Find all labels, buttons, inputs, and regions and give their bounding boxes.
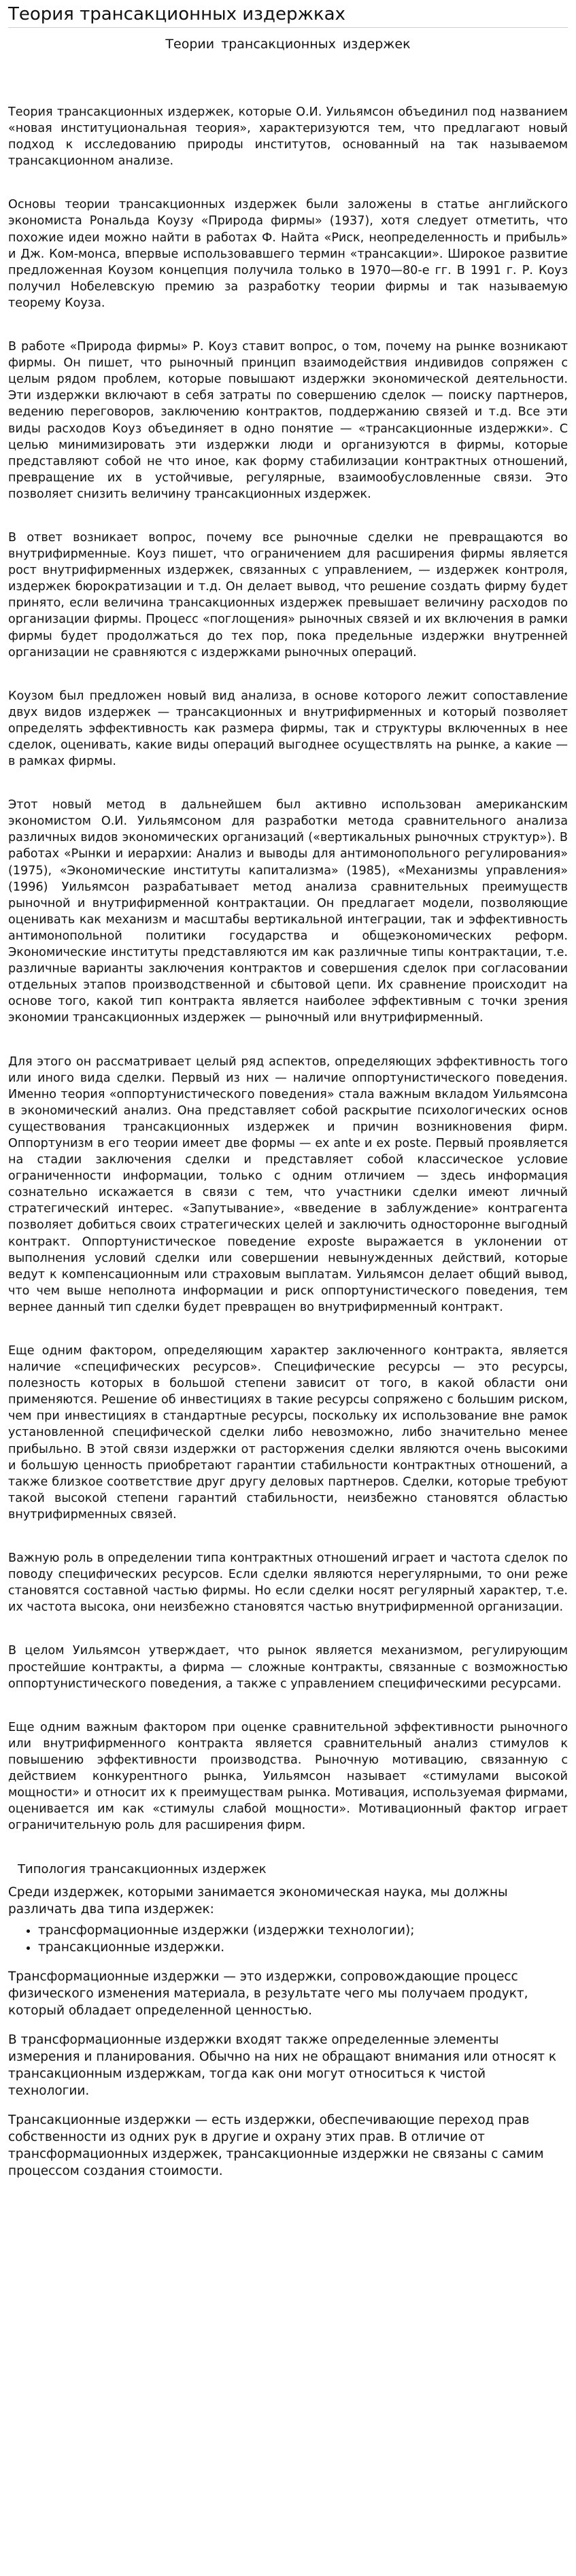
article-body [8, 104, 568, 1834]
page-title: Теория трансакционных издержках [8, 4, 568, 28]
typology-paragraph: Трансформационные издержки — это издержки, сопровождающие процесс физического изменения материала, в результате чего мы получаем продукт, который обладает определенной ценностью. [8, 1970, 528, 2019]
paragraph: В ответ возникает вопрос, почему все рыночные сделки не превращаются во внутрифирменные. Коуз пишет, что ограничением для расширения фирмы является рост внутрифирменных издержек, связанных с управлением, — издержек контроля, издержек бюрократизации и т.д. Он делает вывод, что решение создать фирму будет принято, если величина трансакционных издержек превышает величину расходов по организации фирмы. Процесс «поглощения» рыночных связей и их включения в рамки фирмы будет продолжаться до тех пор, пока предельные издержки внутренней организации не сравняются с издержками рыночных операций. [8, 530, 568, 659]
paragraph: В целом Уильямсон утверждает, что рынок является механизмом, регулирующим простейшие контракты, а фирма — сложные контракты, связанные с возможностью оппортунистического поведения, а также с управлением специфическими ресурсами. [8, 1644, 568, 1691]
paragraph: Для этого он рассматривает целый ряд аспектов, определяющих эффективность того или иного вида сделки. Первый из них — наличие оппортунистического поведения. Именно теория «оппортунистического поведения» стала важным вкладом Уильямсона в экономический анализ. Она представляет собой раскрытие психологических основ существования трансакционных издержек и причин возникновения фирм. Оппортунизм в его теории имеет две формы — ex ante и ex poste. Первый проявляется на стадии заключения сделки и представляет собой классическое условие ограниченности информации, только с одним отличием — здесь информация сознательно искажается в связи с тем, что участники сделки имеют личный стратегический интерес. «Запутывание», «введение в заблуждение» контрагента позволяет добиться своих стратегических целей и заключить односторонне выгодный контракт. Оппортунистическое поведение exposte выражается в уклонении от выполнения условий сделки или совершении невынужденных действий, которые ведут к компенсационным или страховым выплатам. Уильямсон делает общий вывод, что чем выше неполнота информации и риск оппортунистического поведения, тем вернее данный тип сделки будет превращен во внутрифирменный контракт. [8, 1054, 568, 1314]
list-item: • трансакционные издержки. [38, 1939, 568, 1956]
paragraph: Этот новый метод в дальнейшем был активно использован американским экономистом О.И. Уильямсоном для разработки метода сравнительного анализа различных видов экономических организаций («вертикальных рыночных структур»). В работах «Рынки и иерархии: Анализ и выводы для антимонопольного регулирования» (1975), «Экономические институты капитализма» (1985), «Механизмы управления» (1996) Уильямсон разрабатывает метод анализа сравнительных преимуществ рыночной и внутрифирменной контрактации. Он предлагает модели, позволяющие оценивать как механизм и масштабы вертикальной интеграции, так и эффективность антимонопольной политики государства и общеэкономических реформ. Экономические институты представляются им как различные типы контрактации, т.е. различные варианты заключения контрактов и совершения сделок при согласовании отдельных этапов производственной и сбытовой цепи. Их сравнение происходит на основе того, какой тип контракта является наиболее эффективным с точки зрения экономии трансакционных издержек — рыночный или внутрифирменный. [8, 798, 568, 1025]
paragraph: Важную роль в определении типа контрактных отношений играет и частота сделок по поводу специфических ресурсов. Если сделки являются нерегулярными, то они реже становятся составной частью фирмы. Но если сделки носят регулярный характер, т.е. их частота высока, они неизбежно становятся частью внутрифирменной организации. [8, 1551, 568, 1615]
typology-intro: Среди издержек, которыми занимается экономическая наука, мы должны различать два типа издержек: [8, 1885, 508, 1917]
list-item: • трансформационные издержки (издержки технологии); [38, 1922, 568, 1939]
cost-types-list [8, 1922, 568, 1956]
page-subtitle: Теории трансакционных издержек [165, 37, 411, 52]
paragraph: Еще одним фактором, определяющим характер заключенного контракта, является наличие «специфических ресурсов». Специфические ресурсы — это ресурсы, полезность которых в большой степени зависит от того, в какой области они применяются. Решение об инвестициях в такие ресурсы сопряжено с большим риском, чем при инвестициях в стандартные ресурсы, поскольку их использование вне рамок установленной специфической сделки либо невозможно, либо значительно менее прибыльно. В этой связи издержки от расторжения сделки являются очень высокими и большую ценность приобретают гарантии стабильности контрактных отношений, а также близкое соответствие друг другу деловых партнеров. Сделки, которые требуют такой высокой степени гарантий стабильности, неизбежно становятся областью внутрифирменных связей. [8, 1344, 568, 1522]
paragraph: В работе «Природа фирмы» Р. Коуз ставит вопрос, о том, почему на рынке возникают фирмы. Он пишет, что рыночный принцип взаимодействия индивидов сопряжен с целым рядом проблем, которые повышают издержки экономической деятельности. Эти издержки включают в себя затраты по совершению сделок — поиску партнеров, ведению переговоров, заключению контрактов, поддержанию связей и т.д. Все эти виды расходов Коуз объединяет в одно понятие — «трансакционные издержки». С целью минимизировать эти издержки люди и организуются в фирмы, которые представляют собой не что иное, как форму стабилизации контрактных отношений, превращение их в устойчивые, регулярные, взаимообусловленные связи. Это позволяет снизить величину трансакционных издержек. [8, 340, 568, 501]
typology-paragraph: В трансформационные издержки входят также определенные элементы измерения и планирования. Обычно на них не обращают внимания или относят к трансакционным издержкам, тогда как они могут относиться к чистой технологии. [8, 2033, 557, 2099]
paragraph: Основы теории трансакционных издержек были заложены в статье английского экономиста Рональда Коузу «Природа фирмы» (1937), хотя следует отметить, что похожие идеи можно найти в работах Ф. Найта «Риск, неопределенность и прибыль» и Дж. Ком-монса, впервые использовавшего термин «трансакции». Широкое развитие предложенная Коузом концепция получила только в 1970—80-е гг. В 1991 г. Р. Коуз получил Нобелевскую премию за разработку теории фирмы и так называемую теорему Коуза. [8, 198, 568, 310]
paragraph: Теория трансакционных издержек, которые О.И. Уильямсон объединил под названием «новая институциональная теория», характеризуются тем, что предлагают новый подход к исследованию природы институтов, основанный на так называемом трансакционном анализе. [8, 105, 568, 169]
typology-paragraph: Трансакционные издержки — есть издержки, обеспечивающие переход прав собственности из одних рук в другие и охрану этих прав. В отличие от трансформационных издержек, трансакционные издержки не связаны с самим процессом создания стоимости. [8, 2113, 544, 2179]
section-heading: Типология трансакционных издержек [18, 1862, 267, 1877]
typology-section [8, 1861, 568, 2180]
paragraph: Коузом был предложен новый вид анализа, в основе которого лежит сопоставление двух видов издержек — трансакционных и внутрифирменных и который позволяет определять эффективность как размера фирмы, так и структуры включенных в нее сделок, оценивать, какие виды операций выгоднее осуществлять на рынке, а какие — в рамках фирмы. [8, 689, 568, 769]
paragraph: Еще одним важным фактором при оценке сравнительной эффективности рыночного или внутрифирменного контракта является сравнительный анализ стимулов к повышению эффективности производства. Рыночную мотивацию, связанную с действием конкурентного рынка, Уильямсон называет «стимулами высокой мощности» и относит их к преимуществам рынка. Мотивация, используемая фирмами, оценивается им как «стимулы слабой мощности». Мотивационный фактор играет ограничительную роль для расширения фирм. [8, 1720, 568, 1833]
